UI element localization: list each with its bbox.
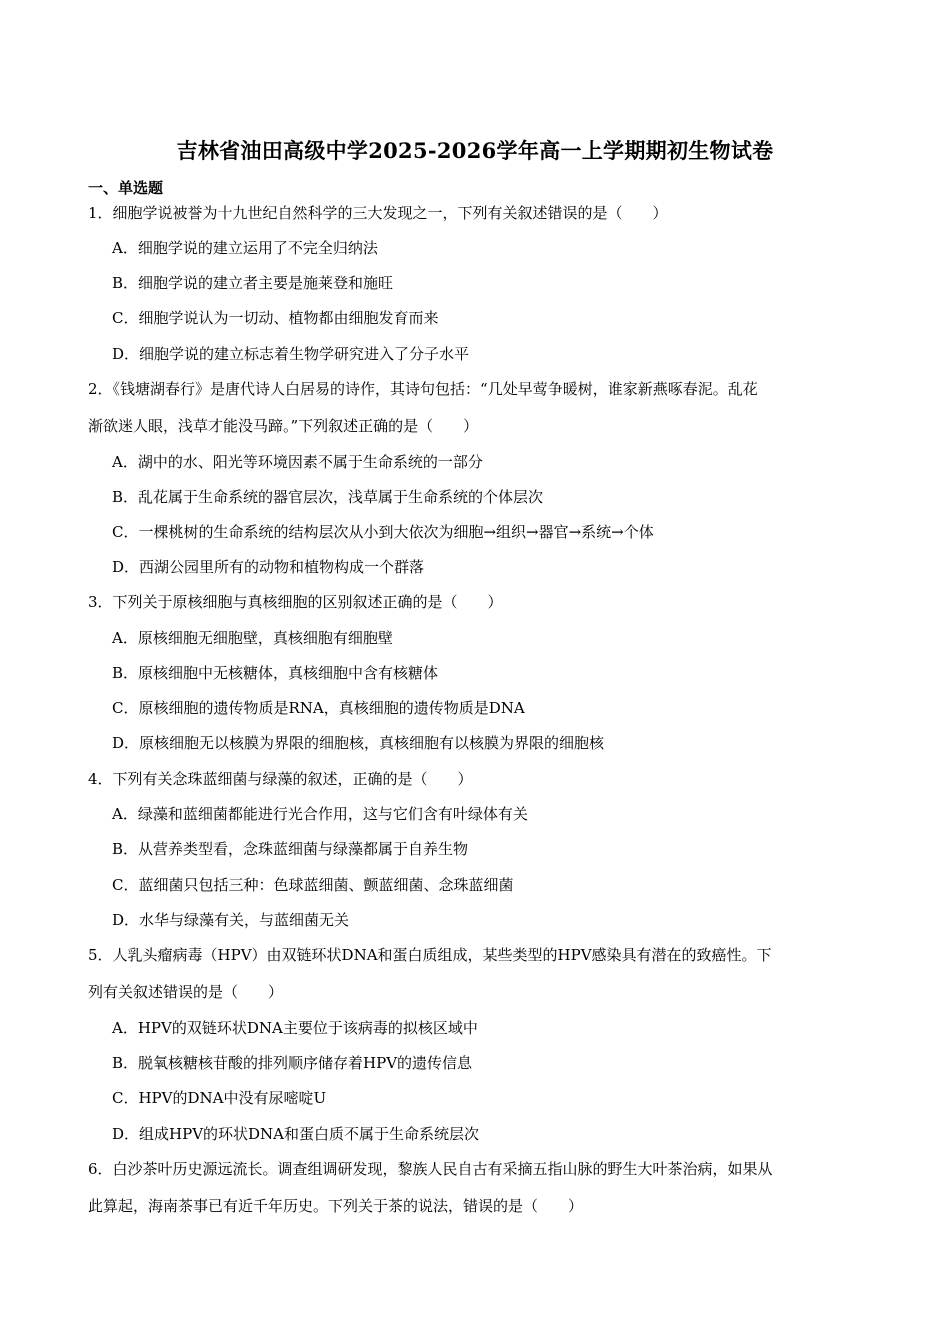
question-1-option-c: C．细胞学说认为一切动、植物都由细胞发育而来 bbox=[112, 309, 439, 327]
question-1-option-a: A．细胞学说的建立运用了不完全归纳法 bbox=[112, 239, 378, 257]
exam-title: 吉林省油田高级中学2025-2026学年高一上学期期初生物试卷 bbox=[176, 138, 774, 163]
question-1-option-b: B．细胞学说的建立者主要是施莱登和施旺 bbox=[112, 274, 394, 292]
question-4-option-c: C．蓝细菌只包括三种：色球蓝细菌、颤蓝细菌、念珠蓝细菌 bbox=[112, 876, 514, 894]
question-5-option-b: B．脱氧核糖核苷酸的排列顺序储存着HPV的遗传信息 bbox=[112, 1054, 473, 1072]
question-4-option-a: A．绿藻和蓝细菌都能进行光合作用，这与它们含有叶绿体有关 bbox=[112, 805, 528, 823]
question-2-option-c: C．一棵桃树的生命系统的结构层次从小到大依次为细胞→组织→器官→系统→个体 bbox=[112, 523, 654, 541]
question-6-stem-line-2: 此算起，海南茶事已有近千年历史。下列关于茶的说法，错误的是（ ） bbox=[88, 1197, 584, 1215]
question-2-option-b: B．乱花属于生命系统的器官层次，浅草属于生命系统的个体层次 bbox=[112, 488, 544, 506]
question-4-stem: 4．下列有关念珠蓝细菌与绿藻的叙述，正确的是（ ） bbox=[88, 770, 473, 788]
question-5-stem-line-2: 列有关叙述错误的是（ ） bbox=[88, 983, 284, 1001]
question-2-stem-line-2: 渐欲迷人眼，浅草才能没马蹄。”下列叙述正确的是（ ） bbox=[88, 417, 479, 435]
question-4-option-b: B．从营养类型看，念珠蓝细菌与绿藻都属于自养生物 bbox=[112, 840, 469, 858]
question-1-stem: 1．细胞学说被誉为十九世纪自然科学的三大发现之一，下列有关叙述错误的是（ ） bbox=[88, 204, 668, 222]
question-1-option-d: D．细胞学说的建立标志着生物学研究进入了分子水平 bbox=[112, 345, 470, 363]
question-5-option-d: D．组成HPV的环状DNA和蛋白质不属于生命系统层次 bbox=[112, 1125, 480, 1143]
question-4-option-d: D．水华与绿藻有关，与蓝细菌无关 bbox=[112, 911, 350, 929]
question-2-stem-line-1: 2．《钱塘湖春行》是唐代诗人白居易的诗作，其诗句包括：“几处早莺争暖树，谁家新燕啄春泥。乱花 bbox=[88, 380, 758, 398]
question-3-option-a: A．原核细胞无细胞壁，真核细胞有细胞壁 bbox=[112, 629, 393, 647]
question-6-stem-line-1: 6．白沙茶叶历史源远流长。调查组调研发现，黎族人民自古有采摘五指山脉的野生大叶茶治病，如果从 bbox=[88, 1160, 773, 1178]
question-2-option-a: A．湖中的水、阳光等环境因素不属于生命系统的一部分 bbox=[112, 453, 483, 471]
question-3-option-d: D．原核细胞无以核膜为界限的细胞核，真核细胞有以核膜为界限的细胞核 bbox=[112, 734, 605, 752]
question-5-option-a: A．HPV的双链环状DNA主要位于该病毒的拟核区域中 bbox=[112, 1019, 478, 1037]
question-2-option-d: D．西湖公园里所有的动物和植物构成一个群落 bbox=[112, 558, 425, 576]
question-5-option-c: C．HPV的DNA中没有尿嘧啶U bbox=[112, 1089, 327, 1107]
question-3-option-c: C．原核细胞的遗传物质是RNA，真核细胞的遗传物质是DNA bbox=[112, 699, 525, 717]
question-3-option-b: B．原核细胞中无核糖体，真核细胞中含有核糖体 bbox=[112, 664, 439, 682]
section-heading: 一、单选题 bbox=[88, 179, 164, 197]
question-3-stem: 3．下列关于原核细胞与真核细胞的区别叙述正确的是（ ） bbox=[88, 593, 503, 611]
question-5-stem-line-1: 5．人乳头瘤病毒（HPV）由双链环状DNA和蛋白质组成，某些类型的HPV感染具有潜在的致癌性。下 bbox=[88, 946, 772, 964]
